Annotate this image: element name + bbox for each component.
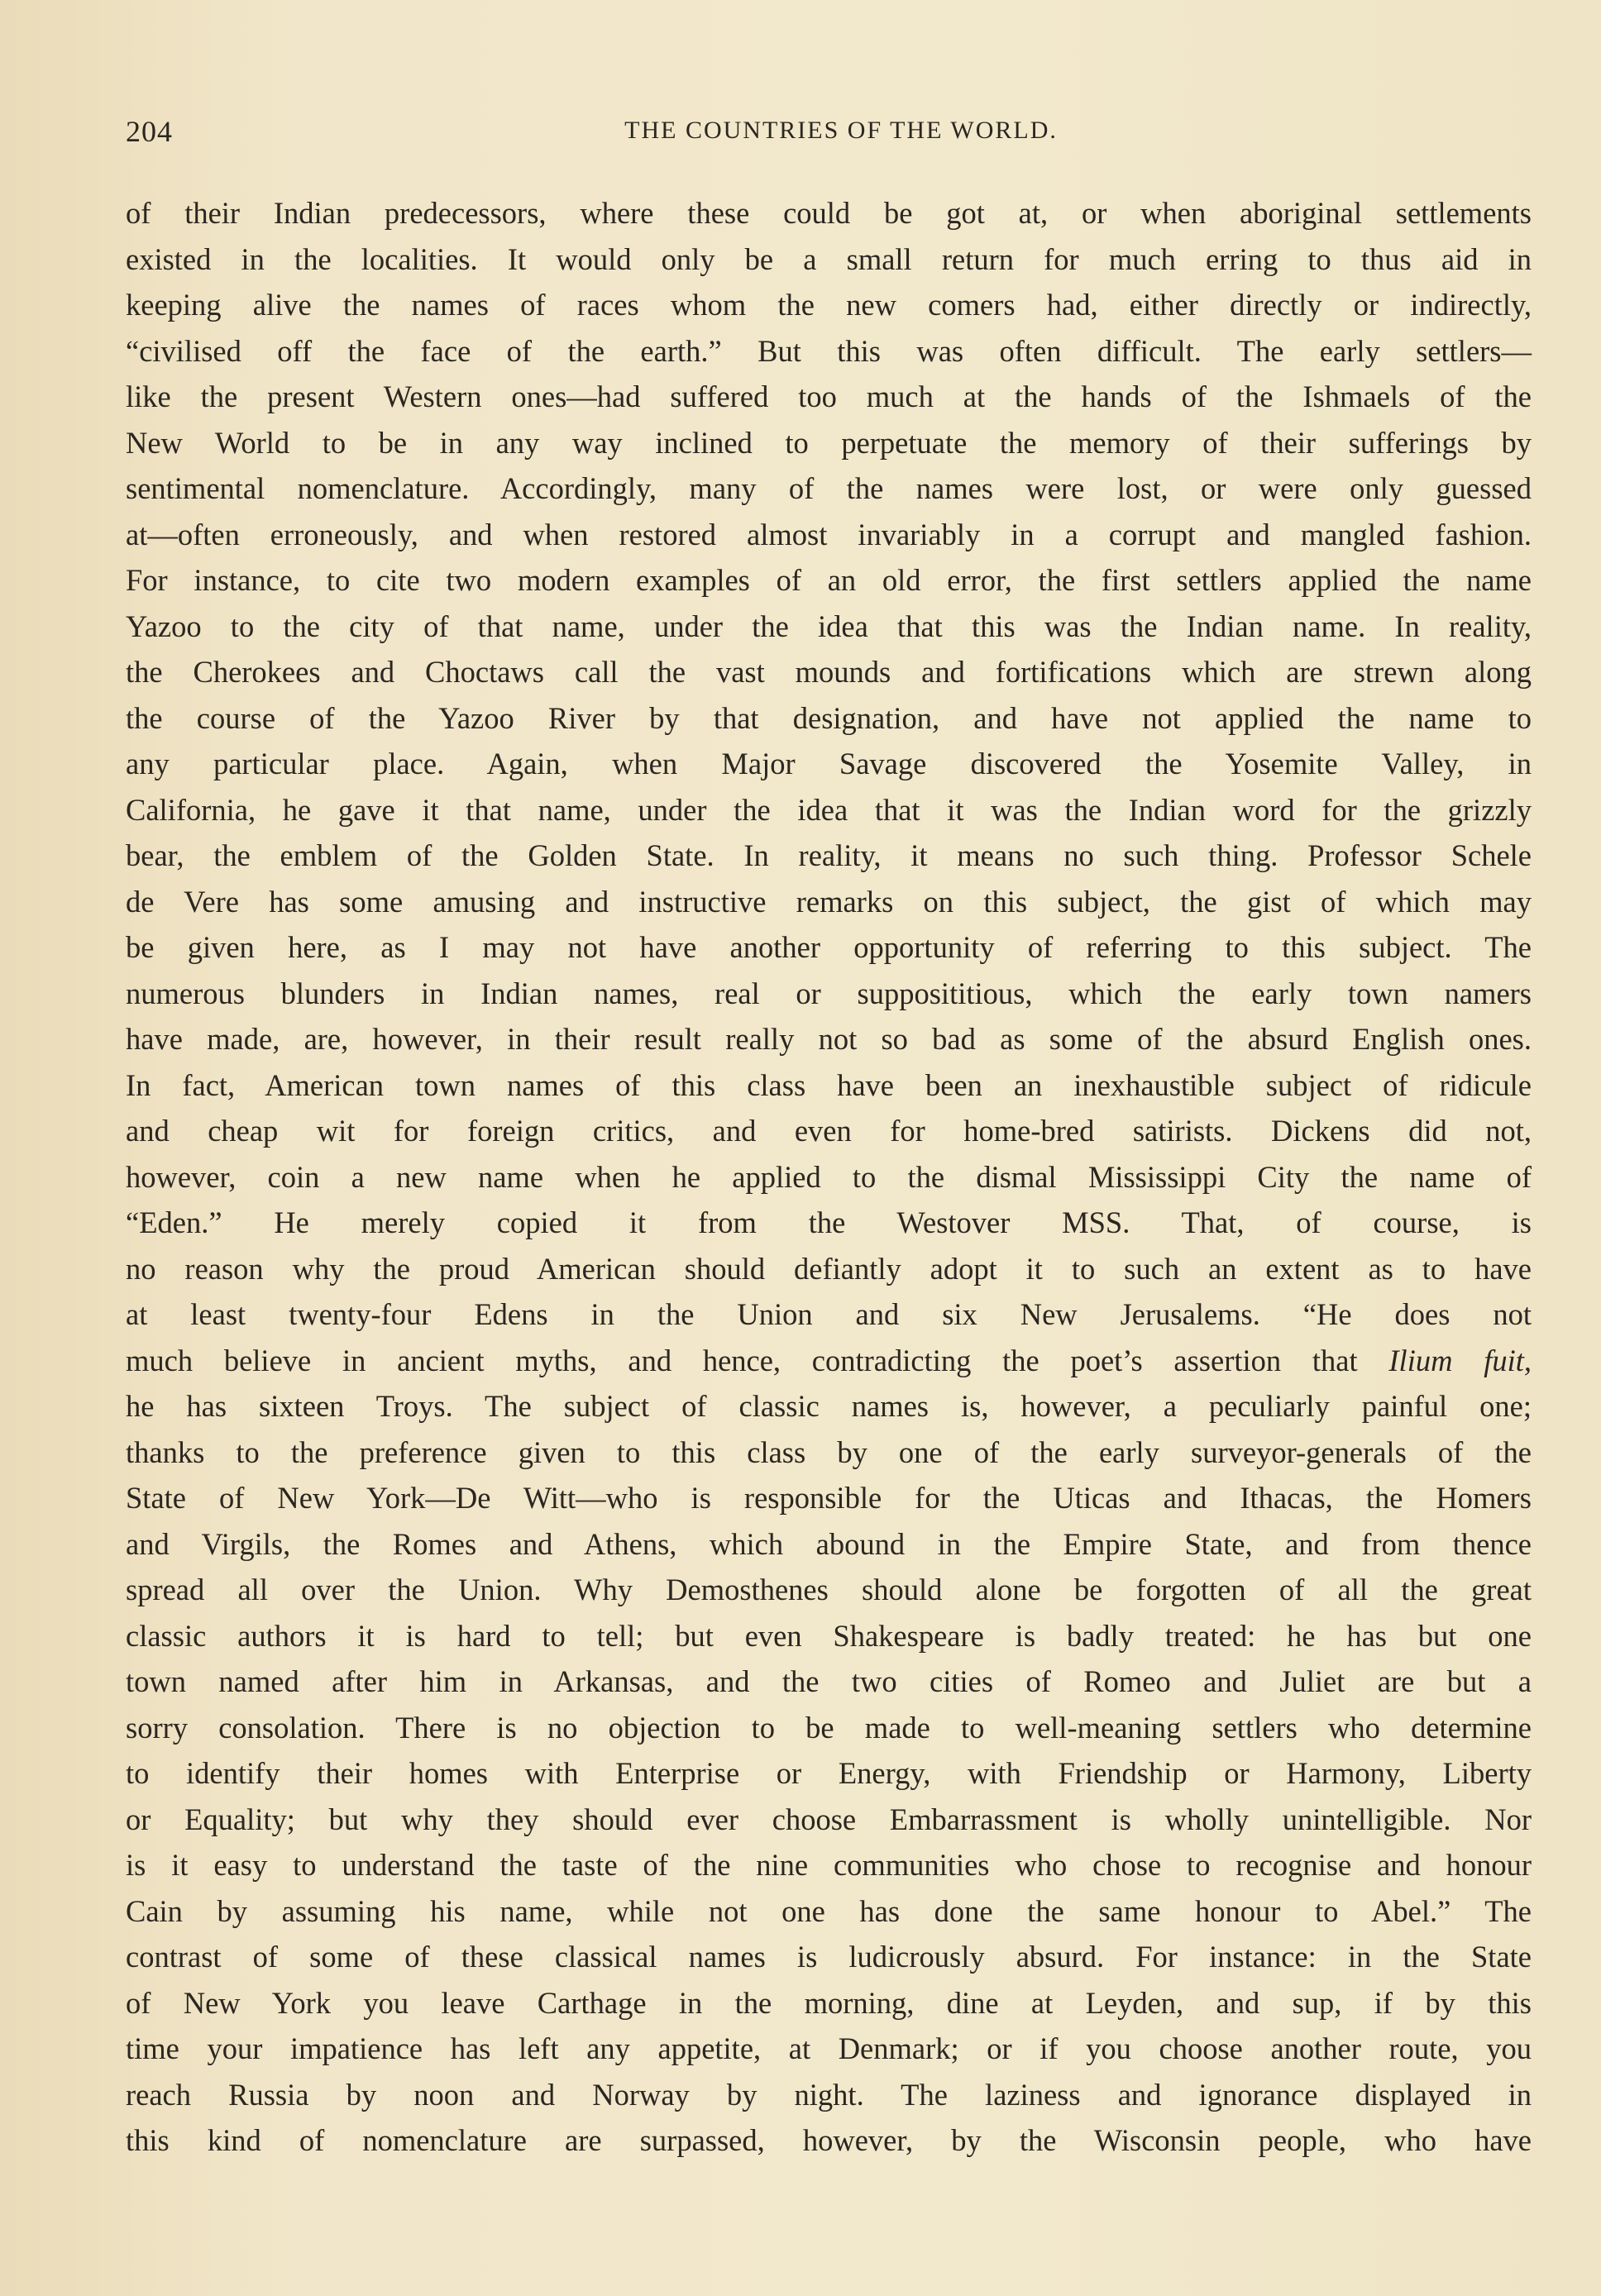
text-line: sorry consolation. There is no objection to be made to well-meaning settlers who determine bbox=[126, 1710, 1532, 1745]
text-line: he has sixteen Troys. The subject of classic names is, however, a peculiarly painful one; bbox=[126, 1389, 1532, 1423]
text-line: no reason why the proud American should defiantly adopt it to such an extent as to have bbox=[126, 1251, 1532, 1286]
text-line: any particular place. Again, when Major Savage discovered the Yosemite Valley, in bbox=[126, 747, 1532, 780]
text-line: For instance, to cite two modern examples of an old error, the first settlers applied the name bbox=[126, 563, 1532, 597]
text-line: the course of the Yazoo River by that designation, and have not applied the name to bbox=[126, 700, 1532, 735]
running-title: THE COUNTRIES OF THE WORLD. bbox=[624, 117, 1058, 144]
text-line: “Eden.” He merely copied it from the Westover MSS. That, of course, is bbox=[126, 1205, 1532, 1239]
text-line: contrast of some of these classical names is ludicrously absurd. For instance: in the State bbox=[126, 1940, 1532, 1974]
text-line-segment: much believe in ancient myths, and hence, contradicting the poet’s assertion that bbox=[126, 1343, 1358, 1377]
text-line: be given here, as I may not have another opportunity of referring to this subject. The bbox=[126, 930, 1532, 964]
page-number: 204 bbox=[126, 115, 173, 148]
text-line-with-italic bbox=[126, 1338, 1532, 1384]
text-line: town named after him in Arkansas, and the two cities of Romeo and Juliet are but a bbox=[126, 1664, 1532, 1698]
text-line: keeping alive the names of races whom the new comers had, either directly or indirectly, bbox=[126, 288, 1532, 322]
text-line: thanks to the preference given to this class by one of the early surveyor-generals of the bbox=[126, 1434, 1532, 1469]
text-line: Cain by assuming his name, while not one has done the same honour to Abel.” The bbox=[126, 1893, 1532, 1928]
text-line: State of New York—De Witt—who is responsible for the Uticas and Ithacas, the Homers bbox=[126, 1481, 1532, 1515]
text-line: California, he gave it that name, under the idea that it was the Indian word for the grizzly bbox=[126, 792, 1532, 827]
text-line: this kind of nomenclature are surpassed, however, by the Wisconsin people, who have bbox=[126, 2123, 1532, 2157]
text-line: numerous blunders in Indian names, real or supposititious, which the early town namers bbox=[126, 976, 1532, 1010]
text-line: the Cherokees and Choctaws call the vast mounds and fortifications which are strewn along bbox=[126, 655, 1532, 689]
text-line: sentimental nomenclature. Accordingly, many of the names were lost, or were only guessed bbox=[126, 471, 1532, 505]
text-line: and cheap wit for foreign critics, and even for home-bred satirists. Dickens did not, bbox=[126, 1114, 1532, 1148]
italic-phrase: Ilium fuit, bbox=[1388, 1343, 1532, 1377]
text-line: of their Indian predecessors, where these could be got at, or when aboriginal settlements bbox=[126, 196, 1532, 230]
text-line: at least twenty-four Edens in the Union and six New Jerusalems. “He does not bbox=[126, 1297, 1532, 1331]
text-line: and Virgils, the Romes and Athens, which abound in the Empire State, and from thence bbox=[126, 1526, 1532, 1561]
text-line: however, coin a new name when he applied to the dismal Mississippi City the name of bbox=[126, 1159, 1532, 1194]
text-line: Yazoo to the city of that name, under the idea that this was the Indian name. In reality, bbox=[126, 609, 1532, 643]
text-line: like the present Western ones—had suffered too much at the hands of the Ishmaels of the bbox=[126, 379, 1532, 413]
text-line: or Equality; but why they should ever choose Embarrassment is wholly unintelligible. Nor bbox=[126, 1802, 1532, 1836]
page-header bbox=[126, 114, 1532, 152]
text-line: time your impatience has left any appetite, at Denmark; or if you choose another route, you bbox=[126, 2031, 1532, 2065]
text-line: classic authors it is hard to tell; but even Shakespeare is badly treated: he has but one bbox=[126, 1618, 1532, 1653]
text-line: spread all over the Union. Why Demosthenes should alone be forgotten of all the great bbox=[126, 1573, 1532, 1606]
text-line: have made, are, however, in their result really not so bad as some of the absurd English ones. bbox=[126, 1022, 1532, 1056]
text-line: is it easy to understand the taste of the nine communities who chose to recognise and honour bbox=[126, 1848, 1532, 1882]
text-line: of New York you leave Carthage in the morning, dine at Leyden, and sup, if by this bbox=[126, 1985, 1532, 2020]
body-text bbox=[126, 190, 1532, 2164]
text-line: reach Russia by noon and Norway by night. The laziness and ignorance displayed in bbox=[126, 2077, 1532, 2112]
text-line: at—often erroneously, and when restored almost invariably in a corrupt and mangled fashion. bbox=[126, 517, 1532, 551]
text-line: de Vere has some amusing and instructive remarks on this subject, the gist of which may bbox=[126, 884, 1532, 919]
text-line: existed in the localities. It would only be a small return for much erring to thus aid in bbox=[126, 241, 1532, 276]
text-line: In fact, American town names of this class have been an inexhaustible subject of ridicule bbox=[126, 1067, 1532, 1102]
text-line: New World to be in any way inclined to perpetuate the memory of their sufferings by bbox=[126, 425, 1532, 460]
text-line: to identify their homes with Enterprise or Energy, with Friendship or Harmony, Liberty bbox=[126, 1756, 1532, 1790]
text-line: “civilised off the face of the earth.” But this was often difficult. The early settlers— bbox=[126, 333, 1532, 368]
text-line: bear, the emblem of the Golden State. In reality, it means no such thing. Professor Schele bbox=[126, 838, 1532, 872]
